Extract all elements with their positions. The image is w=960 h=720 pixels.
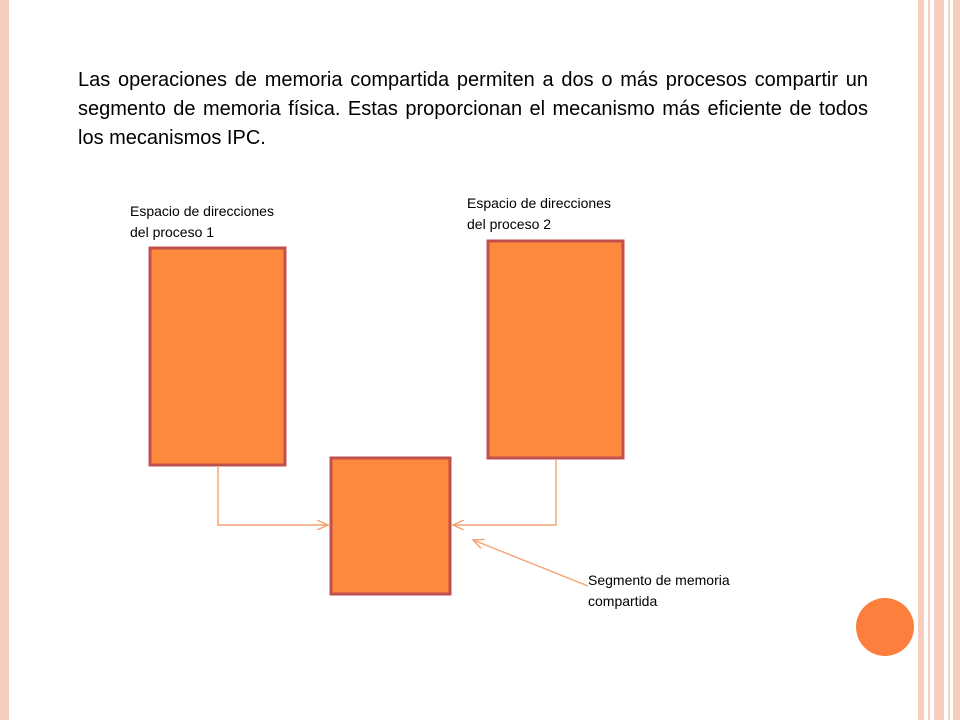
intro-paragraph: Las operaciones de memoria compartida permiten a dos o más procesos compartir un segmento de memoria física. Estas proporcionan el mecanismo más eficiente de todos los mecanismos IPC.	[78, 69, 868, 149]
process1-connector-arrow	[218, 467, 328, 525]
segment-label-line2: compartida	[588, 593, 658, 609]
decorative-orange-circle	[856, 598, 914, 656]
shared-memory-segment-box	[331, 458, 450, 594]
process2-label-line2: del proceso 2	[467, 216, 552, 232]
process2-connector-arrow	[453, 460, 556, 525]
process2-address-space-box	[488, 241, 623, 458]
segment-label-pointer-arrow	[473, 540, 588, 586]
process1-label-line2: del proceso 1	[130, 224, 215, 240]
process1-address-space-box	[150, 248, 285, 465]
segment-label-line1: Segmento de memoria	[588, 572, 730, 588]
process1-label-line1: Espacio de direcciones	[130, 203, 274, 219]
process2-label-line1: Espacio de direcciones	[467, 195, 611, 211]
